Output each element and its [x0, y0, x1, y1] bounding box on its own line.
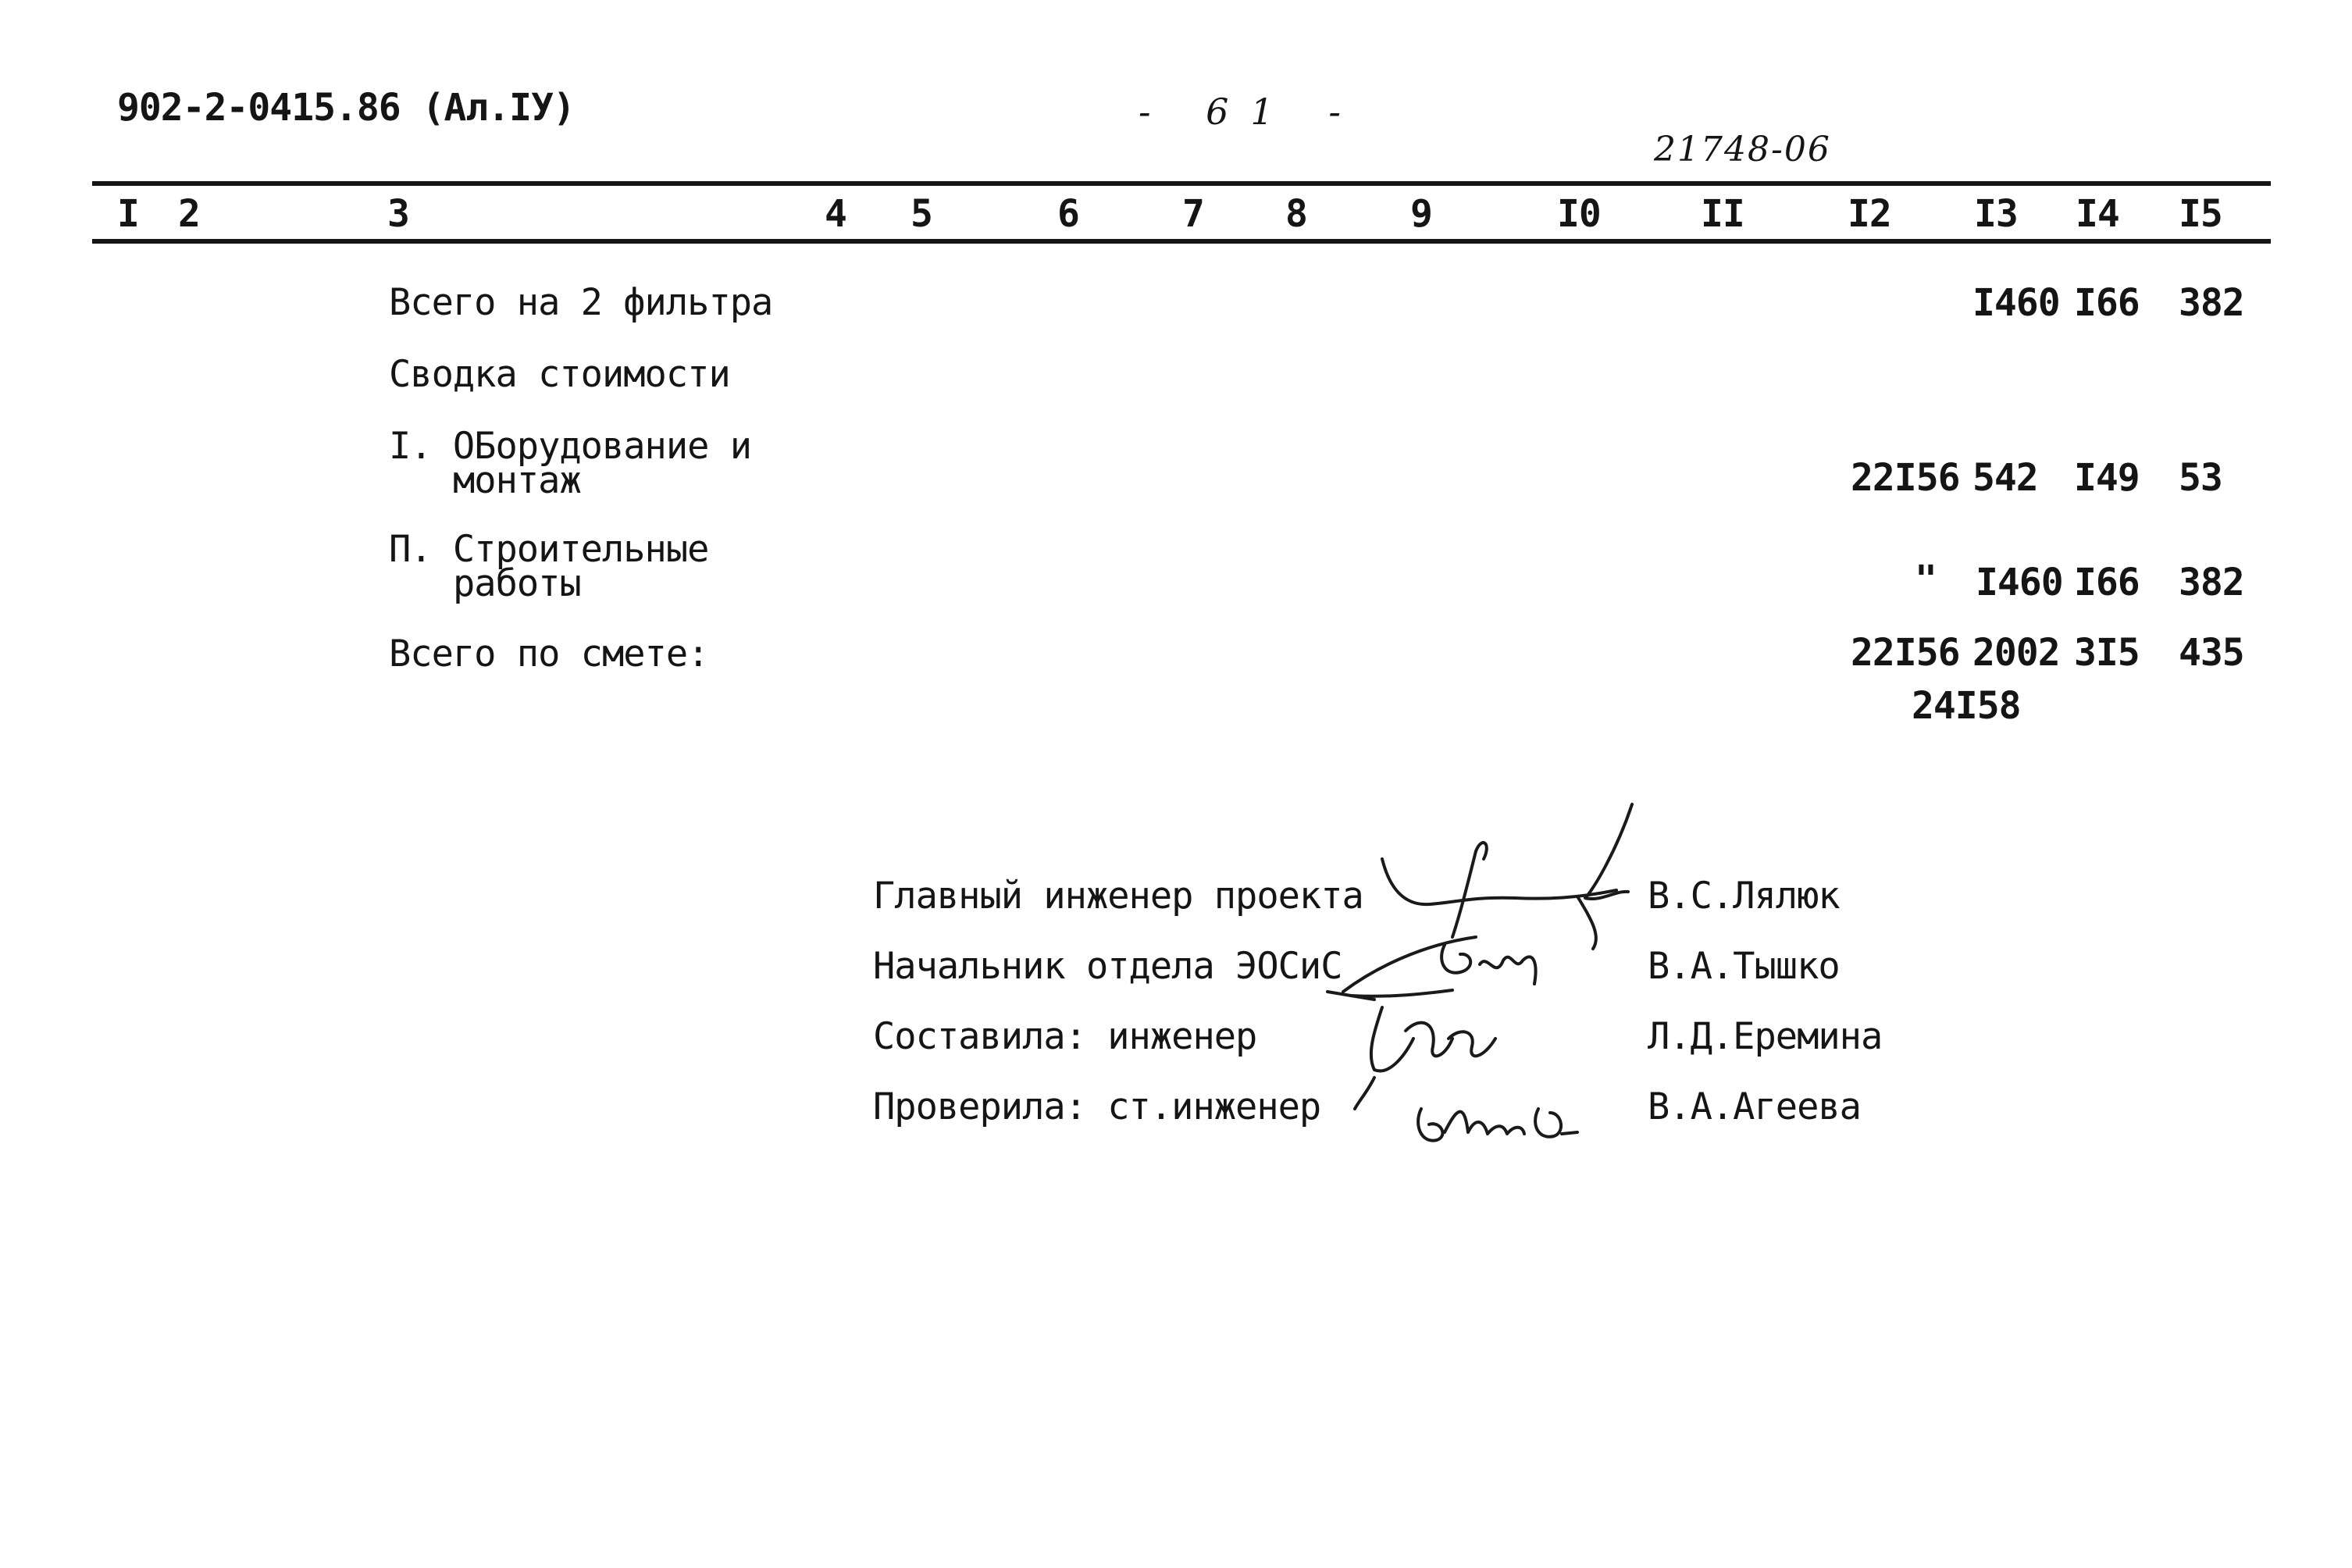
column-header-1: I: [117, 192, 139, 236]
column-header-7: 7: [1182, 192, 1204, 236]
column-header-15: I5: [2179, 192, 2222, 236]
signature-role: Начальник отдела ЭОСиС: [873, 945, 1342, 988]
column-header-14: I4: [2076, 192, 2119, 236]
signature-name: Л.Д.Еремина: [1648, 1015, 1883, 1058]
ditto-mark: ": [1915, 558, 1937, 601]
table-top-rule: [92, 181, 2271, 186]
signature-name: В.С.Лялюк: [1648, 875, 1840, 918]
signature-role: Составила: инженер: [873, 1015, 1257, 1058]
cell-col13: 542: [1972, 456, 2038, 500]
signature-name: В.А.Тышко: [1648, 945, 1840, 988]
cell-col12: 22I56: [1851, 456, 1960, 500]
table-header-rule: [92, 239, 2271, 244]
archive-number: 21748-06: [1654, 130, 1831, 169]
row-label: Всего по смете:: [389, 633, 709, 675]
column-header-13: I3: [1974, 192, 2018, 236]
page-number: - 61 -: [1139, 91, 1363, 133]
cell-col15: 53: [2179, 456, 2222, 500]
signature-role: Проверила: ст.инженер: [873, 1085, 1321, 1128]
cell-col14: I66: [2074, 561, 2140, 604]
column-header-4: 4: [825, 192, 846, 236]
cell-col13: I460: [1972, 281, 2060, 325]
cell-col14: I66: [2074, 281, 2140, 325]
column-header-11: II: [1701, 192, 1744, 236]
row-label-line1: I. ОБорудование и: [389, 425, 752, 468]
row-label-line2: монтаж: [453, 459, 581, 502]
document-code: 902-2-0415.86 (Ал.IУ): [117, 86, 575, 130]
column-header-5: 5: [911, 192, 932, 236]
cell-col13: I460: [1976, 561, 2063, 604]
row-label-line2: работы: [453, 562, 581, 605]
handwritten-signature-4: [1406, 1078, 1593, 1156]
column-header-12: I2: [1848, 192, 1891, 236]
summary-title: Сводка стоимости: [389, 353, 730, 396]
grand-total: 24I58: [1912, 684, 2021, 728]
cell-col13: 2002: [1972, 631, 2060, 675]
cell-col12: 22I56: [1851, 631, 1960, 675]
cell-col15: 435: [2179, 631, 2244, 675]
cell-col15: 382: [2179, 561, 2244, 604]
signature-name: В.А.Агеева: [1648, 1085, 1861, 1128]
row-label: Всего на 2 фильтра: [389, 281, 773, 324]
cell-col15: 382: [2179, 281, 2244, 325]
column-header-6: 6: [1057, 192, 1079, 236]
column-header-9: 9: [1410, 192, 1432, 236]
row-label-line1: П. Строительные: [389, 528, 709, 571]
cell-col14: I49: [2074, 456, 2140, 500]
cell-col14: 3I5: [2074, 631, 2140, 675]
column-header-8: 8: [1285, 192, 1307, 236]
column-header-10: I0: [1557, 192, 1601, 236]
column-header-2: 2: [178, 192, 200, 236]
column-header-3: 3: [387, 192, 409, 236]
signature-role: Главный инженер проекта: [873, 875, 1363, 918]
